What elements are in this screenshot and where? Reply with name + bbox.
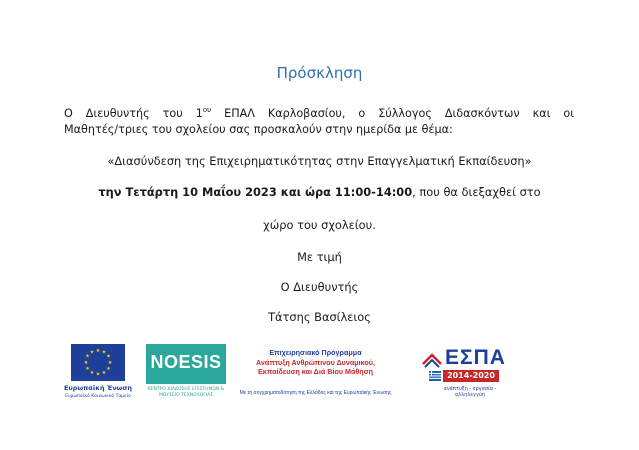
event-place: χώρο του σχολείου. bbox=[263, 218, 376, 232]
closing-greeting: Με τιμή bbox=[297, 250, 342, 264]
event-date-rest: , που θα διεξαχθεί στο bbox=[412, 185, 541, 199]
eu-subcaption: Ευρωπαϊκό Κοινωνικό Ταμείο bbox=[65, 394, 131, 399]
sponsor-logos bbox=[0, 341, 639, 411]
signatory-name: Τάτσης Βασίλειος bbox=[268, 310, 371, 324]
event-date-bold: την Τετάρτη 10 Μαΐου 2023 και ώρα 11:00-14:00 bbox=[98, 185, 413, 199]
espa-years-badge: 2014-2020 bbox=[443, 370, 499, 382]
svg-text:★: ★ bbox=[85, 353, 90, 360]
invitation-title: Πρόσκληση bbox=[276, 64, 363, 82]
svg-text:★: ★ bbox=[83, 360, 89, 366]
svg-text:★: ★ bbox=[101, 370, 107, 376]
greek-flag-icon bbox=[429, 371, 441, 381]
svg-text:★: ★ bbox=[85, 366, 90, 372]
op-program-label: Επιχειρησιακό Πρόγραμμα bbox=[269, 348, 362, 357]
op-program-name bbox=[238, 358, 393, 376]
op-program-line: Εκπαίδευση και Διά Βίου Μάθηση bbox=[257, 367, 374, 376]
noesis-logo bbox=[146, 344, 226, 384]
svg-text:★: ★ bbox=[89, 349, 95, 356]
noesis-subtitle: ΚΕΝΤΡΟ ΔΙΑΔΟΣΗΣ ΕΠΙΣΤΗΜΩΝ & ΜΟΥΣΕΙΟ ΤΕΧΝΟΛΟΓΙΑΣ bbox=[147, 387, 225, 398]
op-program-line: Ανάπτυξη Ανθρώπινου Δυναμικού, bbox=[256, 358, 375, 367]
signatory-role: Ο Διευθυντής bbox=[280, 280, 359, 294]
svg-text:★: ★ bbox=[106, 366, 111, 372]
espa-arrows-icon bbox=[421, 350, 443, 368]
body-text: Ο Διευθυντής του 1 bbox=[64, 107, 203, 120]
body-line-2: Μαθητές/τριες του σχολείου σας προσκαλούν στην ημερίδα με θέμα: bbox=[64, 123, 453, 136]
body-text: ΕΠΑΛ Καρλοβασίου, ο Σύλλογος Διδασκόντων και οι bbox=[211, 107, 574, 120]
espa-tagline: ανάπτυξη - εργασία - αλληλεγγύη bbox=[443, 386, 497, 398]
op-cofunding-note: Με τη συγχρηματοδότηση της Ελλάδας και της Ευρωπαϊκής Ένωσης bbox=[239, 390, 392, 396]
espa-logo bbox=[421, 344, 511, 400]
svg-text:★: ★ bbox=[95, 371, 101, 378]
svg-text:★: ★ bbox=[101, 349, 107, 356]
espa-wordmark: ΕΣΠΑ bbox=[445, 346, 506, 369]
svg-text:★: ★ bbox=[95, 348, 101, 354]
ordinal-superscript: ου bbox=[202, 106, 212, 114]
noesis-wordmark: NOESIS bbox=[150, 352, 222, 372]
eu-caption: Ευρωπαϊκή Ένωση bbox=[63, 384, 133, 392]
event-topic: «Διασύνδεση της Επιχειρηματικότητας στην Επαγγελματική Εκπαίδευση» bbox=[107, 154, 532, 168]
svg-text:★: ★ bbox=[106, 353, 111, 360]
svg-text:★: ★ bbox=[89, 370, 95, 376]
event-datetime bbox=[0, 185, 639, 199]
svg-text:★: ★ bbox=[107, 360, 113, 366]
eu-flag-icon bbox=[71, 344, 125, 381]
